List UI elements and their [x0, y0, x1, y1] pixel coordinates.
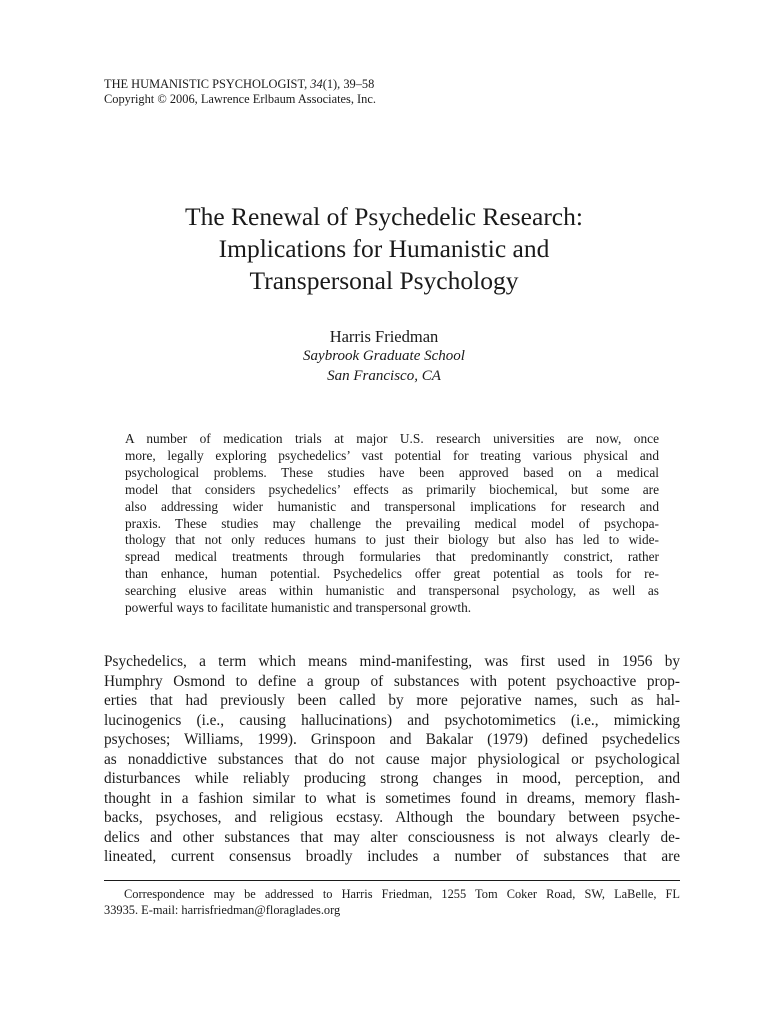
journal-citation: [104, 77, 376, 92]
footnote: [104, 886, 680, 918]
body-line: delics and other substances that may alter consciousness is not always clearly de-: [104, 828, 680, 846]
body-line: erties that had previously been called by more pejorative names, such as hal-: [104, 692, 680, 710]
running-header: [104, 77, 376, 107]
copyright-line: Copyright © 2006, Lawrence Erlbaum Associates, Inc.: [104, 92, 376, 106]
body-line: lineated, current consensus broadly includes a number of substances that are: [104, 848, 680, 866]
abstract-line: also addressing wider humanistic and transpersonal implications for research and: [125, 498, 659, 514]
body-line: Psychedelics, a term which means mind-manifesting, was first used in 1956 by: [104, 653, 680, 670]
body-line: backs, psychoses, and religious ecstasy. Although the boundary between psyche-: [104, 809, 680, 827]
body-line: Humphry Osmond to define a group of substances with potent psychoactive prop-: [104, 672, 680, 690]
author-affiliation: Saybrook Graduate School: [303, 348, 465, 364]
title-line: Transpersonal Psychology: [249, 266, 519, 295]
footnote-line: 33935. E-mail: harrisfriedman@floraglades.org: [104, 903, 341, 917]
author-name: Harris Friedman: [329, 327, 439, 346]
body-line: disturbances while reliably producing strong changes in mood, perception, and: [104, 770, 680, 788]
footnote-rule: [104, 880, 680, 881]
abstract-line: praxis. These studies may challenge the prevailing medical model of psychopa-: [125, 515, 659, 531]
abstract-line: powerful ways to facilitate humanistic and transpersonal growth.: [125, 600, 472, 616]
abstract-line: searching elusive areas within humanistic and transpersonal psychology, as well as: [125, 583, 659, 599]
body-line: as nonaddictive substances that do not cause major physiological or psychological: [104, 750, 680, 768]
abstract-line: psychological problems. These studies have been approved based on a medical: [125, 464, 659, 480]
body-line: thought in a fashion similar to what is sometimes found in dreams, memory flash-: [104, 789, 680, 807]
author-location: San Francisco, CA: [327, 368, 441, 384]
abstract-line: model that considers psychedelics’ effects as primarily biochemical, but some are: [125, 481, 659, 497]
title-line: The Renewal of Psychedelic Research:: [185, 202, 583, 231]
journal-volume: 34: [310, 77, 323, 91]
body-line: lucinogenics (i.e., causing hallucinations) and psychotomimetics (i.e., mimicking: [104, 711, 680, 729]
abstract-line: than enhance, human potential. Psychedelics offer great potential as tools for re-: [125, 566, 659, 582]
body-line: psychoses; Williams, 1999). Grinspoon and Bakalar (1979) defined psychedelics: [104, 731, 680, 749]
article-title: [80, 201, 688, 297]
abstract-line: more, legally exploring psychedelics’ vast potential for treating various physical and: [125, 447, 659, 463]
title-line: Implications for Humanistic and: [218, 234, 550, 263]
abstract: [125, 431, 659, 617]
body-text: [104, 652, 680, 867]
journal-issue-pages: (1), 39–58: [322, 77, 375, 91]
abstract-line: spread medical treatments through formularies that predominantly constrict, rather: [125, 549, 659, 565]
abstract-line: thology that not only reduces humans to just their biology but also has led to wide-: [125, 532, 659, 548]
abstract-line: A number of medication trials at major U.S. research universities are now, once: [125, 431, 659, 446]
footnote-line: Correspondence may be addressed to Harris Friedman, 1255 Tom Coker Road, SW, LaBelle, FL: [124, 887, 680, 901]
journal-name: THE HUMANISTIC PSYCHOLOGIST,: [104, 77, 311, 91]
